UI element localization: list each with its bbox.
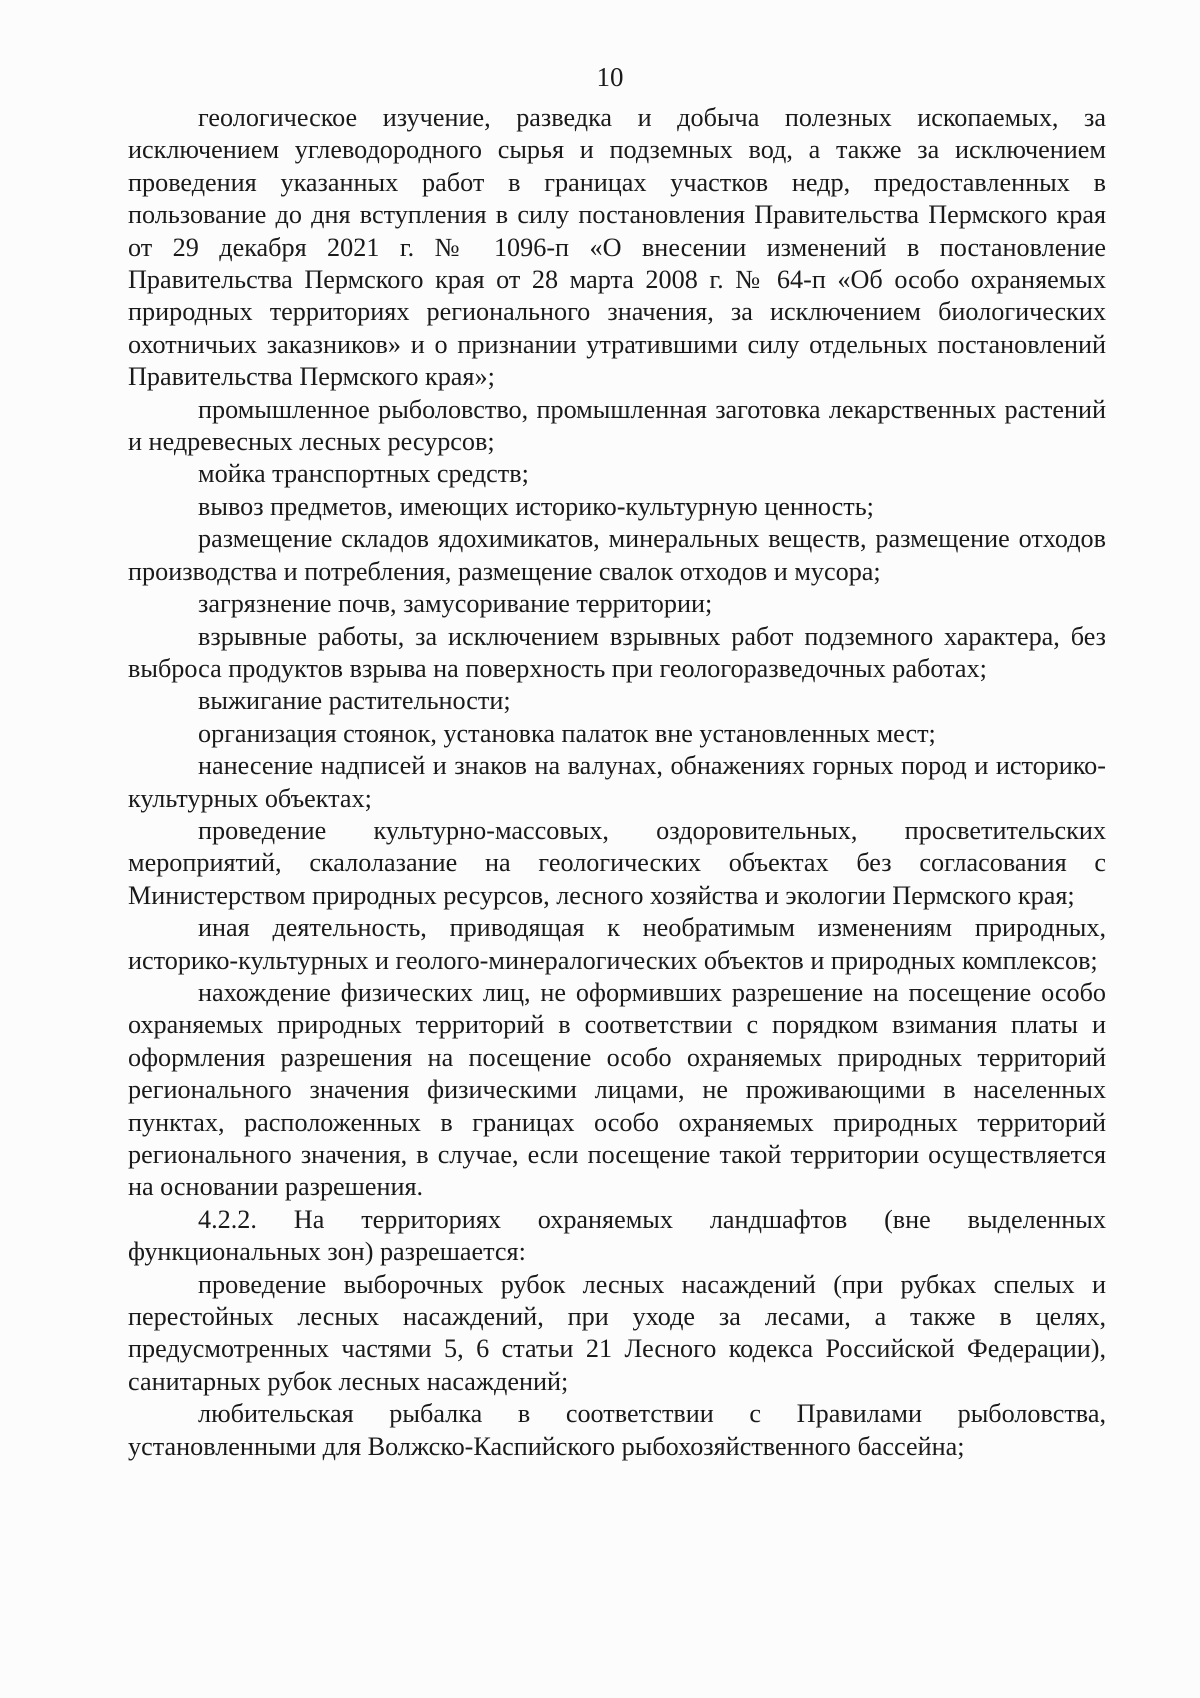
paragraph-mass-events: проведение культурно-массовых, оздоровительных, просветительских мероприятий, скалолазание на геологических объектах без согласования с Министерством природных ресурсов, лесного хозяйства и экологии Пермского края; bbox=[128, 815, 1106, 910]
paragraph-geological-study: геологическое изучение, разведка и добыча полезных ископаемых, за исключением углеводородного сырья и подземных вод, а также за исключением проведения указанных работ в границах участков недр, предоставленных в пользование до дня вступления в силу постановления Правительства Пермского края от 29 декабря 2021 г. № 1096-п «О внесении изменений в постановление Правительства Пермского края от 28 марта 2008 г. № 64-п «Об особо охраняемых природных территориях регионального значения, за исключением биологических охотничьих заказников» и о признании утратившими силу отдельных постановлений Правительства Пермского края»; bbox=[128, 103, 1106, 392]
paragraph-blasting: взрывные работы, за исключением взрывных работ подземного характера, без выброса продуктов взрыва на поверхность при геологоразведочных работах; bbox=[128, 621, 1106, 683]
paragraph-inscriptions: нанесение надписей и знаков на валунах, обнажениях горных пород и историко-культурных объектах; bbox=[128, 751, 1106, 813]
document-body bbox=[128, 102, 1106, 1463]
paragraph-selective-logging: проведение выборочных рубок лесных насаждений (при рубках спелых и перестойных лесных насаждений, при уходе за лесами, а также в целях, предусмотренных частями 5, 6 статьи 21 Лесного кодекса Российской Федерации), санитарных рубок лесных насаждений; bbox=[128, 1269, 1106, 1396]
paragraph-chemical-storage: размещение складов ядохимикатов, минеральных веществ, размещение отходов производства и потребления, размещение свалок отходов и мусора; bbox=[128, 524, 1106, 586]
paragraph-soil-pollution: загрязнение почв, замусоривание территории; bbox=[198, 589, 713, 619]
page-number: 10 bbox=[596, 62, 624, 92]
paragraph-export-items: вывоз предметов, имеющих историко-культурную ценность; bbox=[198, 491, 874, 521]
paragraph-industrial-fishing: промышленное рыболовство, промышленная заготовка лекарственных растений и недревесных лесных ресурсов; bbox=[128, 394, 1106, 457]
paragraph-other-activity: иная деятельность, приводящая к необратимым изменениям природных, историко-культурных и геолого-минералогических объектов и природных комплексов; bbox=[128, 913, 1106, 975]
paragraph-camping: организация стоянок, установка палаток вне установленных мест; bbox=[198, 718, 936, 748]
paragraph-vehicle-washing: мойка транспортных средств; bbox=[198, 459, 529, 489]
paragraph-burning: выжигание растительности; bbox=[198, 686, 511, 716]
paragraph-visit-permit: нахождение физических лиц, не оформивших разрешение на посещение особо охраняемых природных территорий в соответствии с порядком взимания платы и оформления разрешения на посещение особо охраняемых природных территорий регионального значения физическими лицами, не проживающими в населенных пунктах, расположенных в границах особо охраняемых природных территорий регионального значения, в случае, если посещение такой территории осуществляется на основании разрешения. bbox=[128, 977, 1106, 1202]
paragraph-section-4-2-2: 4.2.2. На территориях охраняемых ландшафтов (вне выделенных функциональных зон) разрешается: bbox=[128, 1204, 1106, 1267]
paragraph-amateur-fishing: любительская рыбалка в соответствии с Правилами рыболовства, установленными для Волжско-Каспийского рыбохозяйственного бассейна; bbox=[128, 1399, 1106, 1461]
